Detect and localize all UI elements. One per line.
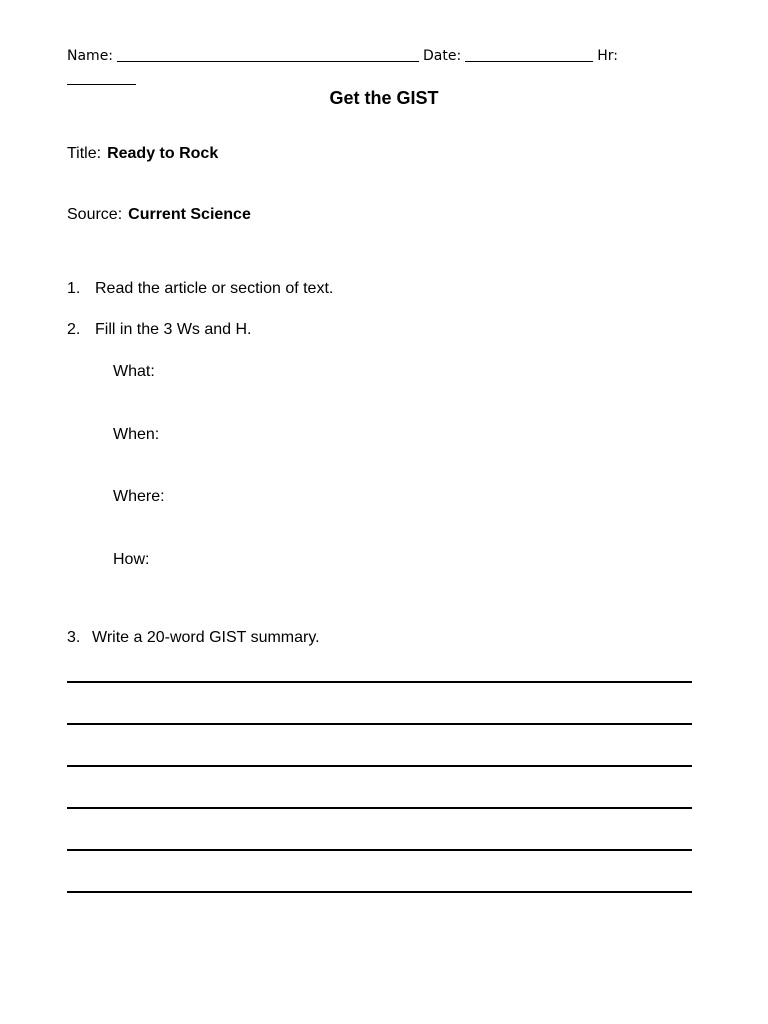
hr-blank[interactable] — [67, 70, 136, 85]
source-field — [67, 204, 251, 226]
page-title: Get the GIST — [329, 88, 439, 108]
summary-line[interactable] — [67, 849, 692, 851]
summary-line[interactable] — [67, 765, 692, 767]
summary-line[interactable] — [67, 681, 692, 683]
source-label: Source: — [67, 206, 123, 223]
question-when: When: — [113, 426, 160, 443]
step-3 — [67, 627, 320, 649]
name-label: Name: — [67, 48, 114, 64]
summary-line[interactable] — [67, 807, 692, 809]
title-label: Title: — [67, 145, 102, 162]
date-blank[interactable] — [465, 47, 593, 62]
step-number: 1. — [67, 280, 81, 297]
question-how: How: — [113, 551, 150, 568]
step-text: Read the article or section of text. — [95, 280, 334, 297]
title-field — [67, 143, 218, 165]
title-value: Ready to Rock — [107, 145, 219, 162]
date-label: Date: — [423, 48, 462, 64]
step-2 — [67, 319, 252, 341]
step-text: Write a 20-word GIST summary. — [92, 629, 320, 646]
step-1 — [67, 278, 333, 300]
name-blank[interactable] — [117, 47, 419, 62]
source-value: Current Science — [128, 206, 251, 223]
step-number: 2. — [67, 321, 81, 338]
summary-line[interactable] — [67, 891, 692, 893]
question-what: What: — [113, 363, 155, 380]
hr-label: Hr: — [597, 48, 618, 64]
question-where: Where: — [113, 488, 165, 505]
summary-line[interactable] — [67, 723, 692, 725]
step-text: Fill in the 3 Ws and H. — [95, 321, 252, 338]
step-number: 3. — [67, 629, 81, 646]
header-line — [67, 46, 618, 66]
